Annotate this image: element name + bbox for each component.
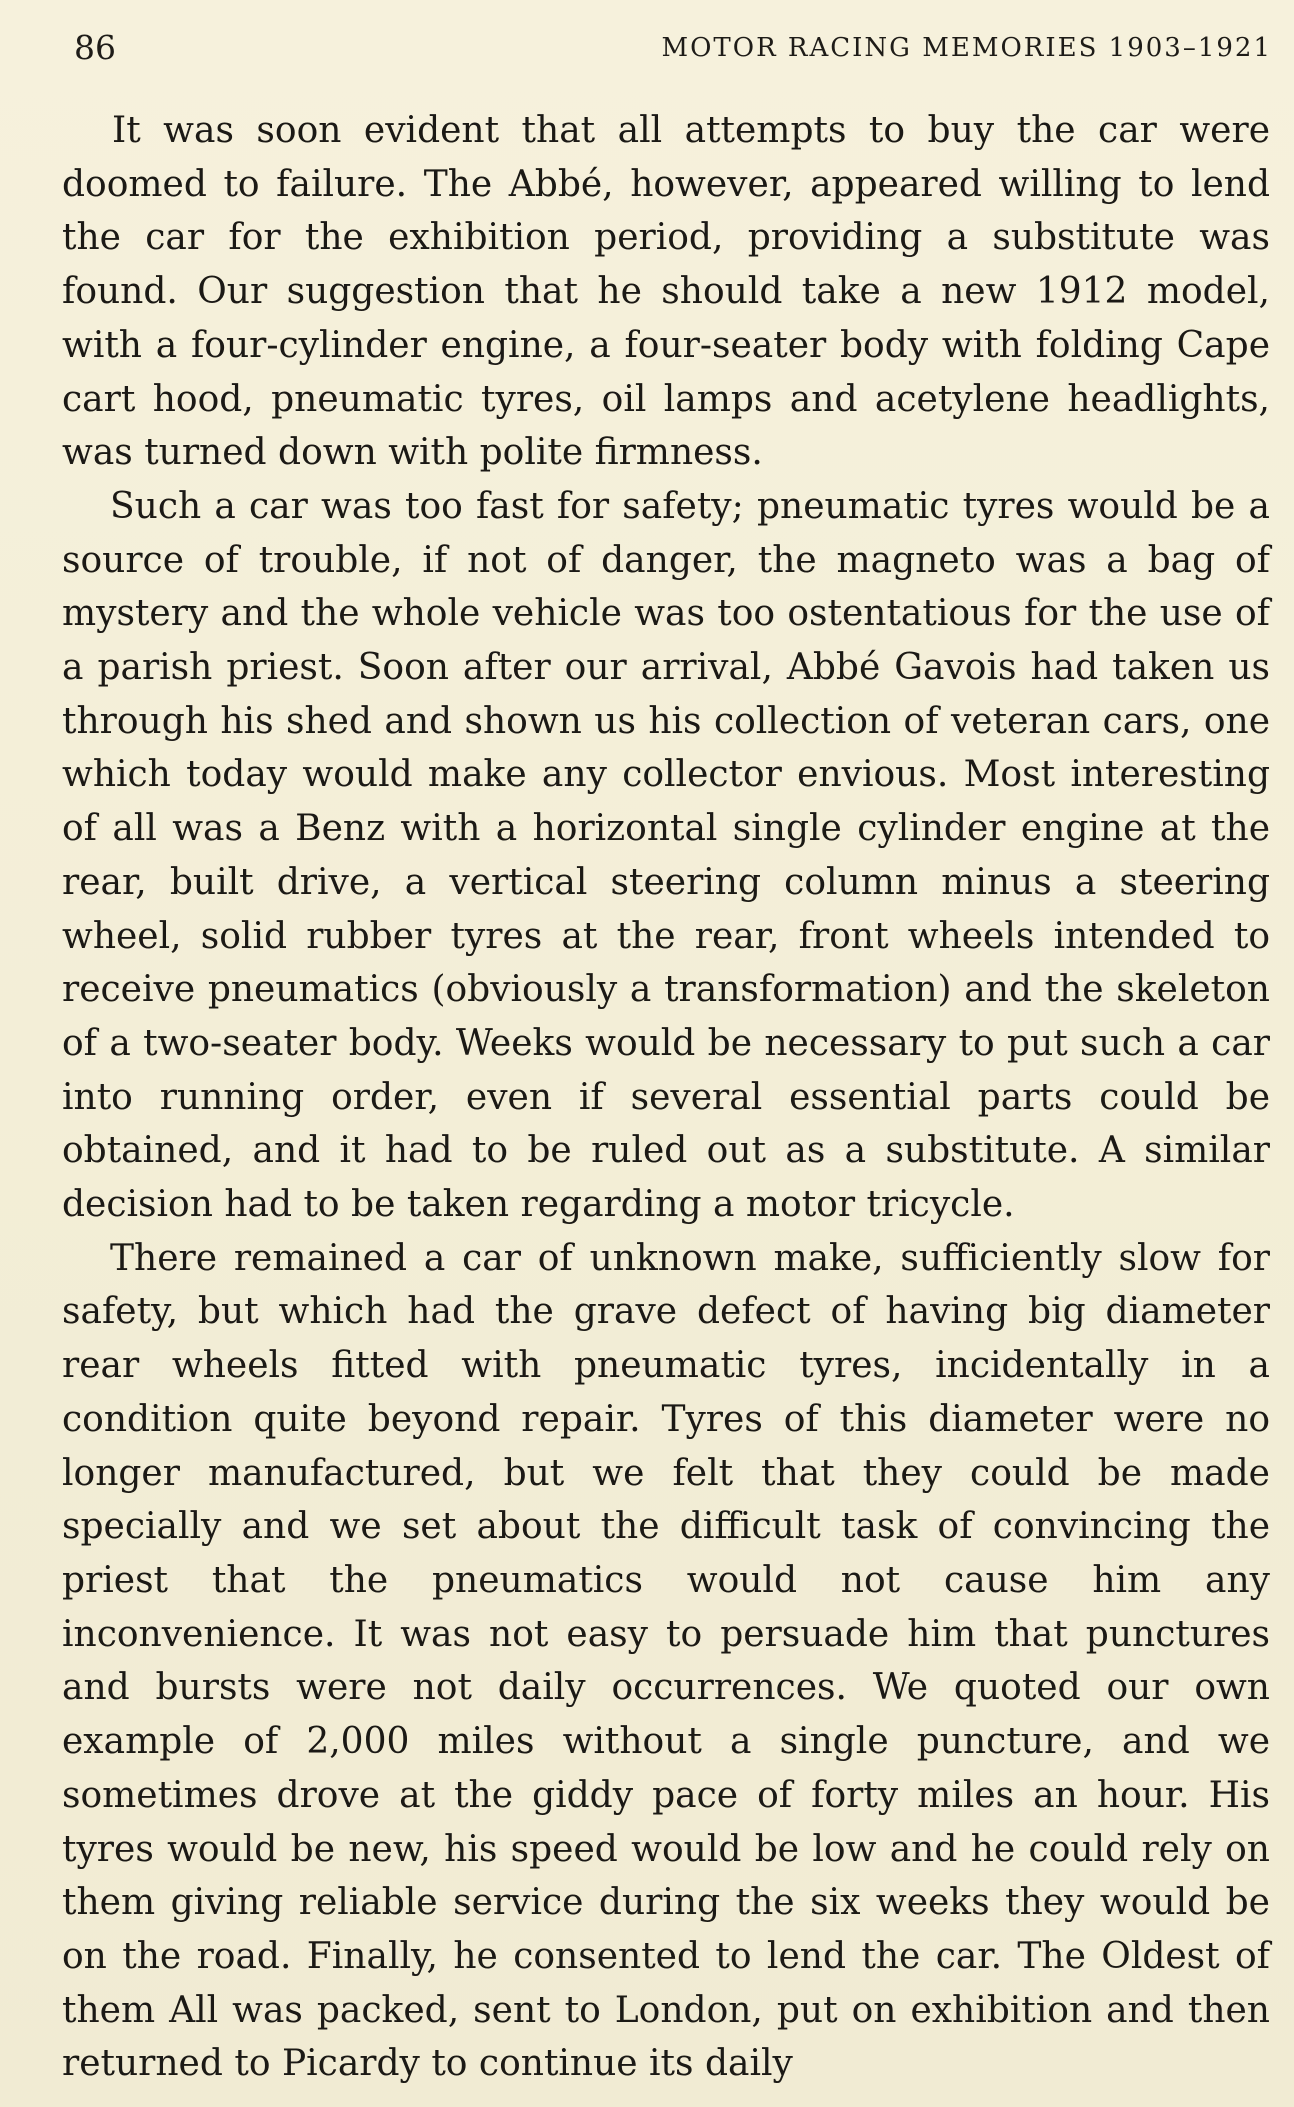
running-head: MOTOR RACING MEMORIES 1903–1921 — [661, 33, 1272, 63]
paragraph-2: Such a car was too fast for safety; pneumatic tyres would be a source of trouble, if not of danger, the magneto was a bag of mystery and the whole vehicle was too ostentatious for the use of a parish priest. Soon after our arrival, Abbé Gavois had taken us through his shed and shown us his collection of veteran cars, one which today would make any collector envious. Most interesting of all was a Benz with a horizontal single cylinder engine at the rear, built drive, a vertical steering column minus a steering wheel, solid rubber tyres at the rear, front wheels intended to receive pneumatics (obviously a transformation) and the skeleton of a two-seater body. Weeks would be necessary to put such a car into running order, even if several essential parts could be obtained, and it had to be ruled out as a substitute. A similar decision had to be taken regarding a motor tricycle. — [62, 485, 1270, 1226]
page-number: 86 — [74, 28, 116, 67]
page-header — [72, 18, 1272, 78]
paragraph-3: There remained a car of unknown make, sufficiently slow for safety, but which had the grave defect of having big diameter rear wheels fitted with pneumatic tyres, incidentally in a condition quite beyond repair. Tyres of this diameter were no longer manufactured, but we felt that they could be made specially and we set about the difficult task of convincing the priest that the pneumatics would not cause him any inconvenience. It was not easy to persuade him that punctures and bursts were not daily occurrences. We quoted our own example of 2,000 miles without a single puncture, and we sometimes drove at the giddy pace of forty miles an hour. His tyres would be new, his speed would be low and he could rely on them giving reliable service during the six weeks they would be on the road. Finally, he consented to lend the car. The Oldest of them All was packed, sent to London, put on exhibition and then returned to Picardy to continue its daily — [62, 1237, 1270, 2085]
body-text — [62, 104, 1270, 2091]
paragraph-1: It was soon evident that all attempts to buy the car were doomed to failure. The Abbé, however, appeared willing to lend the car for the exhibition period, providing a substitute was found. Our suggestion that he should take a new 1912 model, with a four-cylinder engine, a four-seater body with folding Cape cart hood, pneumatic tyres, oil lamps and acetylene headlights, was turned down with polite firmness. — [62, 110, 1270, 474]
